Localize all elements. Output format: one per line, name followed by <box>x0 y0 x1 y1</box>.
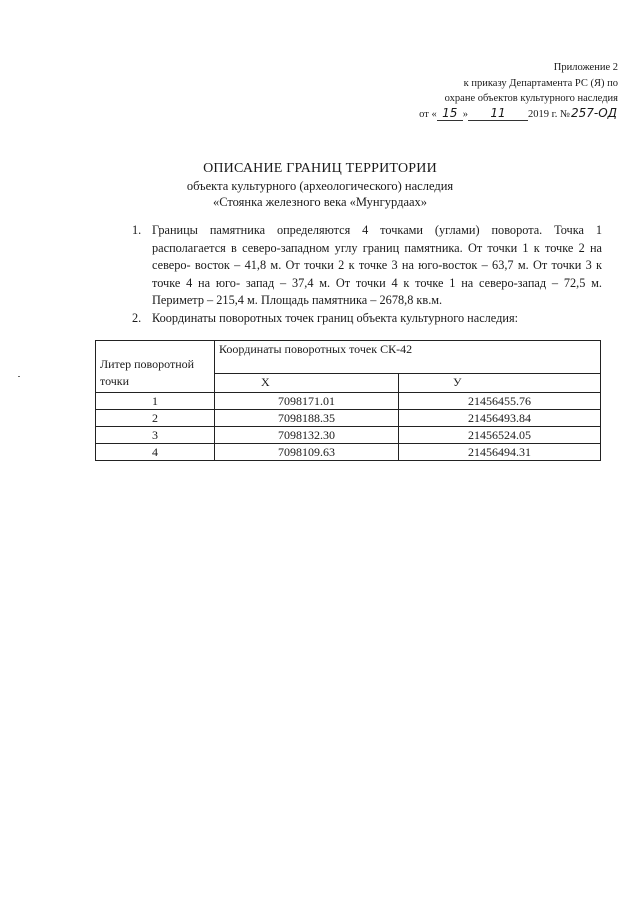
header-x-cell: X <box>215 373 399 392</box>
table-header-row <box>96 341 601 374</box>
list-item-text: Координаты поворотных точек границ объекта культурного наследия: <box>152 310 519 325</box>
document-heading <box>0 160 640 210</box>
coordinates-table <box>95 340 601 461</box>
x-cell: 7098188.35 <box>215 410 399 427</box>
table-row <box>96 444 601 461</box>
date-day: 15 <box>437 108 463 121</box>
list-item <box>132 310 602 328</box>
header-liter-cell: Литер поворотной точки <box>96 341 215 393</box>
document-subtitle-object: объекта культурного (археологического) наследия <box>186 179 454 193</box>
appendix-department-line: охране объектов культурного наследия <box>444 93 618 104</box>
description-list <box>132 222 602 328</box>
scan-mark <box>18 376 20 377</box>
y-cell: 21456493.84 <box>399 410 601 427</box>
list-item <box>132 222 602 310</box>
header-coords-cell: Координаты поворотных точек СК-42 <box>215 341 601 374</box>
date-year: 2019 г. № <box>527 108 570 120</box>
y-cell: 21456494.31 <box>399 444 601 461</box>
document-title: ОПИСАНИЕ ГРАНИЦ ТЕРРИТОРИИ <box>203 161 437 176</box>
document-subtitle-name: «Стоянка железного века «Мунгурдаах» <box>212 195 428 209</box>
x-cell: 7098109.63 <box>215 444 399 461</box>
date-prefix: от « <box>419 108 437 120</box>
list-item-number: 2. <box>132 310 142 325</box>
x-cell: 7098171.01 <box>215 393 399 410</box>
date-month: 11 <box>468 108 528 121</box>
appendix-date-line <box>358 107 618 123</box>
y-cell: 21456455.76 <box>399 393 601 410</box>
table-row <box>96 427 601 444</box>
header-y-cell: У <box>399 373 601 392</box>
list-item-number: 1. <box>132 223 142 237</box>
x-cell: 7098132.30 <box>215 427 399 444</box>
date-mid: » <box>462 108 468 120</box>
point-cell: 4 <box>96 444 215 461</box>
table-row <box>96 410 601 427</box>
point-cell: 3 <box>96 427 215 444</box>
appendix-order-line: к приказу Департамента РС (Я) по <box>463 77 618 89</box>
y-cell: 21456524.05 <box>399 427 601 444</box>
table-row <box>96 393 601 410</box>
appendix-header <box>358 60 618 122</box>
order-number: 257-ОД <box>570 105 618 120</box>
list-item-text: Границы памятника определяются 4 точками (углами) поворота. Точка 1 располагается в северо-западном углу границ памятника. От точки 1 к точке 2 на северо- восток – 41,8 м. От точки 2 к точке 3 на юго-восток – 63,7 м. От точки 3 к точке 4 на юго- запад – 37,4 м. От точки 4 к точке 1 на северо-запад – 72,5 м. Периметр – 215,4 м. Площадь памятника – 2678,8 кв.м. <box>152 223 602 308</box>
point-cell: 2 <box>96 410 215 427</box>
appendix-title: Приложение 2 <box>553 62 618 73</box>
point-cell: 1 <box>96 393 215 410</box>
